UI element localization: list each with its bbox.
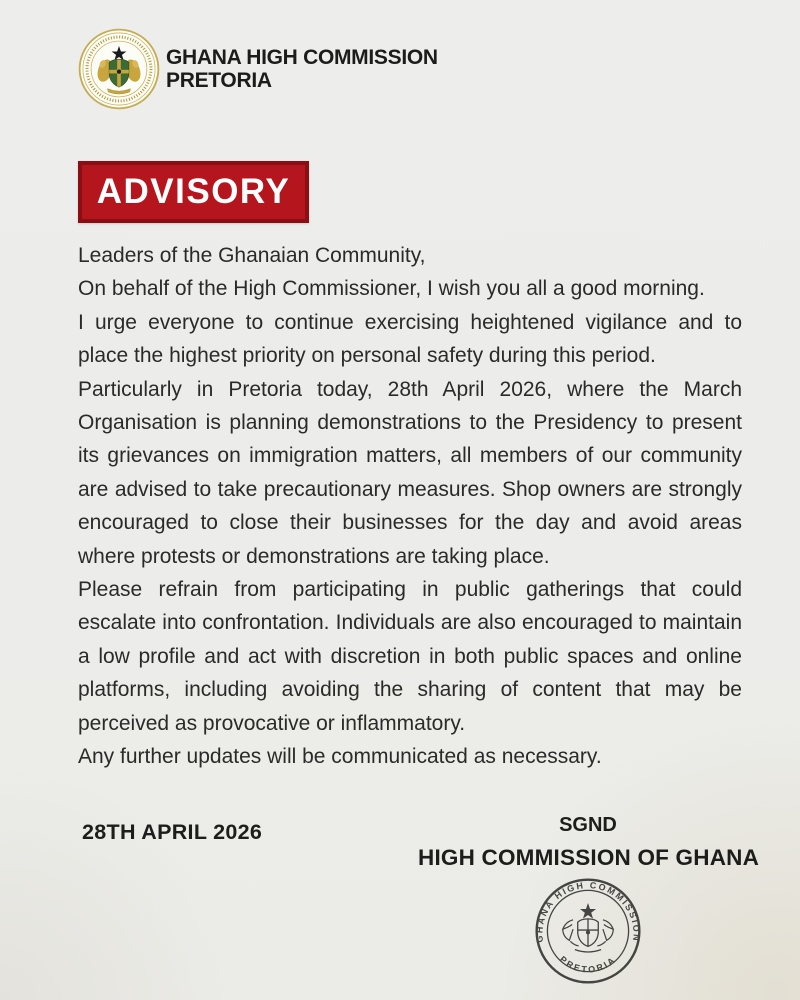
letter-paragraph: Particularly in Pretoria today, 28th April 2026, where the March Organisation is planning demonstrations to the Presidency to present its grievances on immigration matters, all members of our community are advised to take precautionary measures. Shop owners are strongly encouraged to close their businesses for the day and avoid areas where protests or demonstrations are taking place. xyxy=(78,377,742,568)
letter-paragraph: On behalf of the High Commissioner, I wish you all a good morning. xyxy=(78,277,705,301)
advisory-banner-label: ADVISORY xyxy=(96,172,291,211)
stamp-arc-bottom-text: PRETORIA xyxy=(557,954,619,975)
signature-block xyxy=(418,806,758,992)
ghana-high-commission-seal-icon xyxy=(78,28,160,110)
signed-label: SGND xyxy=(559,814,617,836)
letter-paragraph: I urge everyone to continue exercising heightened vigilance and to place the highest priority on personal safety during this period. xyxy=(78,310,742,368)
official-stamp-icon xyxy=(529,875,647,987)
advisory-banner xyxy=(78,161,309,223)
stamp-arc-top-text: GHANA HIGH COMMISSION xyxy=(534,880,642,944)
org-title xyxy=(166,46,438,92)
org-title-line2: PRETORIA xyxy=(166,69,272,92)
footer xyxy=(0,806,800,1000)
letter-paragraph: Please refrain from participating in public gatherings that could escalate into confrontation. Individuals are also encouraged to maintain a low profile and act with discretion in both public spaces and online platforms, including avoiding the sharing of content that may be perceived as provocative or inflammatory. xyxy=(78,578,742,735)
signature-org: HIGH COMMISSION OF GHANA xyxy=(418,845,760,870)
svg-text:PRETORIA xyxy=(558,954,618,975)
letter-date: 28TH APRIL 2026 xyxy=(82,820,263,844)
letter-body xyxy=(78,239,742,774)
letter-paragraph: Any further updates will be communicated as necessary. xyxy=(78,745,602,769)
header xyxy=(78,28,438,110)
letter-paragraph: Leaders of the Ghanaian Community, xyxy=(78,244,426,267)
org-title-line1: GHANA HIGH COMMISSION xyxy=(166,46,438,69)
